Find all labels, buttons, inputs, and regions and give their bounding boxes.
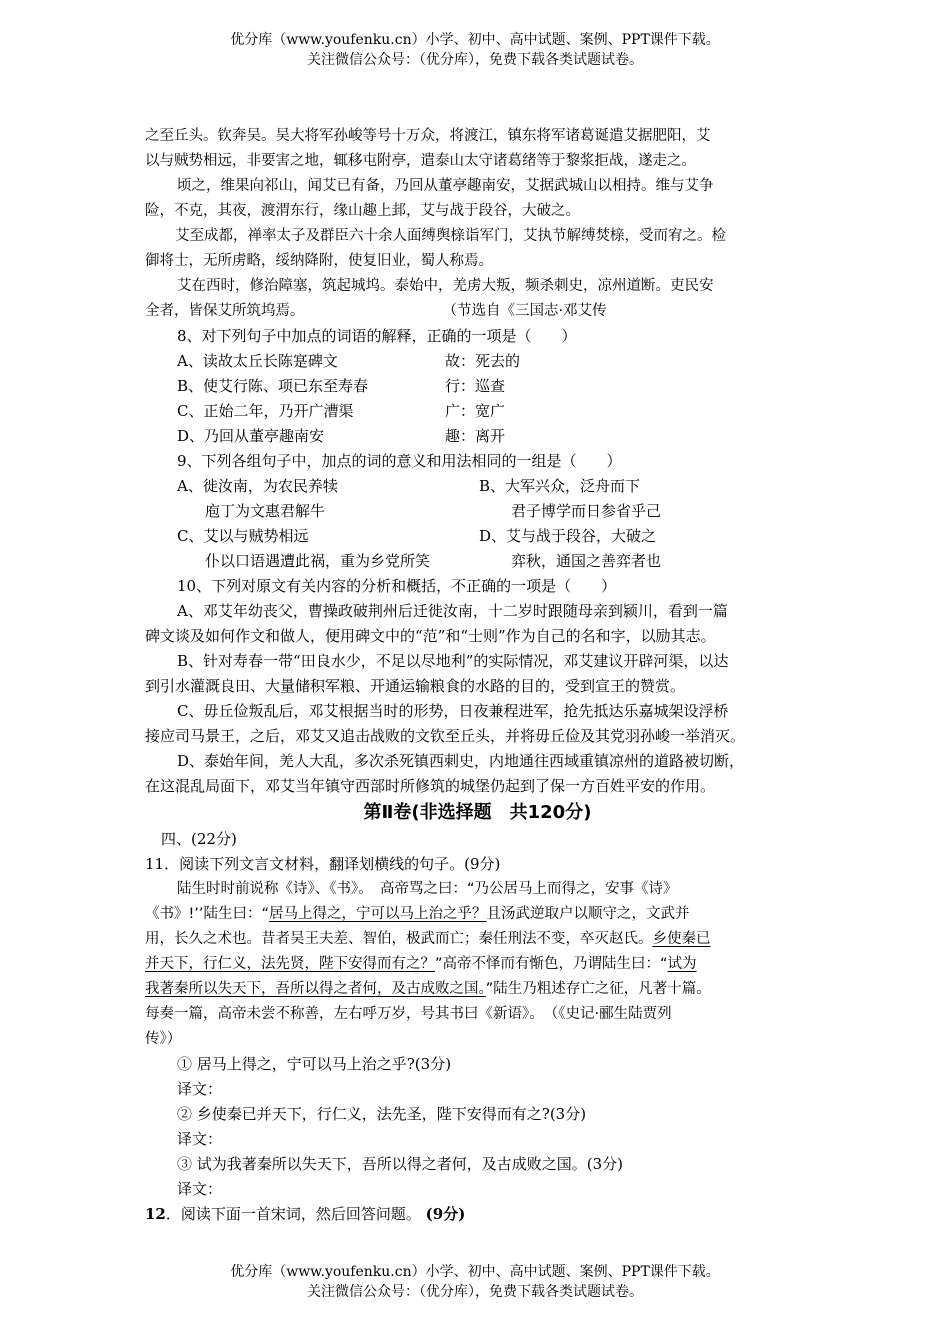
page-header bbox=[0, 30, 950, 70]
passage-line: 险，不克，其夜，渡渭东行，缘山趣上邽，艾与战于段谷，大破之。 bbox=[145, 203, 580, 219]
q9-option-b2: 君子博学而日参省乎己 bbox=[511, 502, 662, 520]
q8-option-c bbox=[145, 399, 810, 424]
q11-answer-label-1: 译文： bbox=[177, 1080, 223, 1098]
q9-option-c: C、艾以与贼势相远 bbox=[177, 527, 309, 545]
q8-option-text: B、使艾行陈、项已东至寿春 bbox=[177, 377, 369, 395]
header-line-1: 优分库（www.youfenku.cn）小学、初中、高中试题、案例、PPT课件下载。 bbox=[230, 32, 720, 48]
q8-option-d bbox=[145, 424, 810, 449]
q9-option-c2: 仆以口语遇遭此祸，重为乡党所笑 bbox=[205, 552, 431, 570]
passage-line-end: 全者，皆保艾所筑坞焉。 bbox=[145, 303, 305, 319]
q9-option-b: B、大军兴众，泛舟而下 bbox=[479, 477, 641, 495]
q8-option-b bbox=[145, 374, 810, 399]
q11-underlined-sentence-3: 试为 bbox=[667, 956, 697, 972]
passage-source: （节选自《三国志·邓艾传 bbox=[442, 303, 607, 319]
q11-text: ”陆生乃粗述存亡之征，凡著十篇。 bbox=[485, 981, 711, 997]
passage-line: 以与贼势相远，非要害之地，辄移屯附亭，遣泰山太守诸葛绪等于黎浆拒战，遂走之。 bbox=[145, 153, 696, 169]
q8-stem: 8、对下列句子中加点的词语的解释，正确的一项是（ ） bbox=[177, 327, 577, 345]
q9-row bbox=[145, 499, 810, 524]
passage-line: 之至丘头。钦奔吴。吴大将军孙峻等号十万众，将渡江，镇东将军诸葛诞遣艾据肥阳，艾 bbox=[145, 128, 711, 144]
q9-option-d2: 弈秋，通国之善弈者也 bbox=[511, 552, 662, 570]
q11-underlined-sentence-3-cont: 我著秦所以失天下，吾所以得之者何，及古成败之国。 bbox=[145, 981, 486, 997]
q11-subquestion-1: ① 居马上得之，宁可以马上治之乎?(3分) bbox=[177, 1055, 452, 1073]
passage-line: 艾在西时，修治障塞，筑起城坞。泰始中，羌虏大叛，频杀刺史，凉州道断。吏民安 bbox=[177, 278, 714, 294]
q8-option-text: C、正始二年，乃开广漕渠 bbox=[177, 402, 354, 420]
q12-number: 12 bbox=[145, 1205, 166, 1223]
q9-option-a: A、徙汝南，为农民养犊 bbox=[177, 477, 338, 495]
q11-stem: 11．阅读下列文言文材料，翻译划横线的句子。(9分) bbox=[145, 855, 501, 873]
page-footer bbox=[0, 1262, 950, 1302]
q9-row bbox=[145, 549, 810, 574]
q11-passage-line bbox=[145, 977, 810, 1002]
q8-option-gloss: 广：宽广 bbox=[445, 402, 506, 420]
q9-option-a2: 庖丁为文惠君解牛 bbox=[205, 502, 326, 520]
q10-option-c-cont: 接应司马景王，之后，邓艾又追击战败的文钦至丘头，并将毋丘俭及其党羽孙峻一举消灭。 bbox=[145, 727, 746, 745]
q8-option-gloss: 趣：离开 bbox=[445, 427, 506, 445]
q11-passage-line: 每奏一篇，高帝未尝不称善，左右呼万岁，号其书曰《新语》。 （《史记·郦生陆贾列 bbox=[145, 1006, 672, 1022]
q11-subquestion-3: ③ 试为我著秦所以失天下，吾所以得之者何，及古成败之国。(3分) bbox=[177, 1155, 624, 1173]
q11-subquestion-2: ② 乡使秦已并天下，行仁义，法先圣，陛下安得而有之?(3分) bbox=[177, 1105, 587, 1123]
q11-passage-line: 传》） bbox=[145, 1031, 182, 1047]
q12-score: (9分) bbox=[425, 1205, 466, 1223]
q11-text: 用，长久之术也。昔者吴王夫差、智伯，极武而亡；秦任刑法不变，卒灭赵氏。 bbox=[145, 931, 653, 947]
q10-option-b-cont: 到引水灌溉良田、大量储积军粮、开通运输粮食的水路的目的，受到宣王的赞赏。 bbox=[145, 677, 686, 695]
q11-passage-line bbox=[145, 902, 810, 927]
q9-row bbox=[145, 474, 810, 499]
q11-text: 且汤武逆取户以顺守之，文武并 bbox=[486, 906, 690, 922]
passage-line: 顷之，维果向祁山，闻艾已有备，乃回从董亭趣南安，艾据武城山以相持。维与艾争 bbox=[177, 178, 714, 194]
header-line-2: 关注微信公众号：（优分库），免费下载各类试题试卷。 bbox=[307, 52, 643, 68]
q8-option-gloss: 故：死去的 bbox=[445, 352, 521, 370]
q8-option-text: A、读故太丘长陈寔碑文 bbox=[177, 352, 338, 370]
q11-underlined-sentence-2-cont: 并天下，行仁义，法先贤，陛下安得而有之？ bbox=[145, 956, 435, 972]
q9-row bbox=[145, 524, 810, 549]
q10-option-d: D、泰始年间，羌人大乱，多次杀死镇西刺史，内地通往西域重镇凉州的道路被切断， bbox=[177, 752, 745, 770]
q10-stem: 10、下列对原文有关内容的分析和概括，不正确的一项是（ ） bbox=[177, 577, 617, 595]
footer-line-2: 关注微信公众号：（优分库），免费下载各类试题试卷。 bbox=[307, 1284, 643, 1300]
q10-option-a-cont: 碑文谈及如何作文和做人，便用碑文中的“范”和“士则”作为自己的名和字，以励其志。 bbox=[145, 627, 716, 645]
q11-passage-line bbox=[145, 927, 810, 952]
section-2-title: 第Ⅱ卷(非选择题 共120分) bbox=[363, 802, 592, 823]
q10-option-a: A、邓艾年幼丧父，曹操政破荆州后迁徙汝南，十二岁时跟随母亲到颍川，看到一篇 bbox=[177, 602, 728, 620]
q9-stem: 9、下列各组句子中，加点的词的意义和用法相同的一组是（ ） bbox=[177, 452, 622, 470]
q10-option-b: B、针对寿春一带“田良水少，不足以尽地利”的实际情况，邓艾建议开辟河渠，以达 bbox=[177, 652, 729, 670]
q8-option-gloss: 行：巡查 bbox=[445, 377, 506, 395]
q9-option-d: D、艾与战于段谷，大破之 bbox=[479, 527, 657, 545]
q11-underlined-sentence-1: 居马上得之，宁可以马上治之乎？ bbox=[269, 906, 487, 922]
passage-line: 艾至成都，禅率太子及群臣六十余人面缚舆榇诣军门，艾执节解缚焚榇，受而宥之。检 bbox=[175, 228, 726, 244]
passage-line: 御将士，无所虏略，绥纳降附，使复旧业，蜀人称焉。 bbox=[145, 253, 493, 269]
q10-option-c: C、毋丘俭叛乱后，邓艾根据当时的形势，日夜兼程进军，抢先抵达乐嘉城架设浮桥 bbox=[177, 702, 729, 720]
q11-answer-label-2: 译文： bbox=[177, 1130, 223, 1148]
q8-option-a bbox=[145, 349, 810, 374]
q11-text: ”高帝不怿而有惭色，乃谓陆生曰：“ bbox=[435, 956, 668, 972]
q12-stem bbox=[145, 1202, 810, 1227]
footer-line-1: 优分库（www.youfenku.cn）小学、初中、高中试题、案例、PPT课件下载。 bbox=[230, 1264, 720, 1280]
part-4-heading: 四、(22分) bbox=[161, 830, 237, 848]
q11-answer-label-3: 译文： bbox=[177, 1180, 223, 1198]
q12-text: ．阅读下面一首宋词，然后回答问题。 bbox=[165, 1205, 421, 1223]
q11-text: 《书》!’’陆生曰：“ bbox=[145, 906, 270, 922]
q11-passage-line: 陆生时时前说称《诗》、《书》。 高帝骂之曰：“乃公居马上而得之，安事《诗》 bbox=[177, 881, 678, 897]
passage-line bbox=[145, 299, 810, 324]
q11-passage-line bbox=[145, 952, 810, 977]
q11-underlined-sentence-2: 乡使秦已 bbox=[652, 931, 711, 947]
q8-option-text: D、乃回从董亭趣南安 bbox=[177, 427, 325, 445]
exam-content bbox=[145, 124, 810, 1227]
q10-option-d-cont: 在这混乱局面下，邓艾当年镇守西部时所修筑的城堡仍起到了保一方百姓平安的作用。 bbox=[145, 777, 716, 795]
